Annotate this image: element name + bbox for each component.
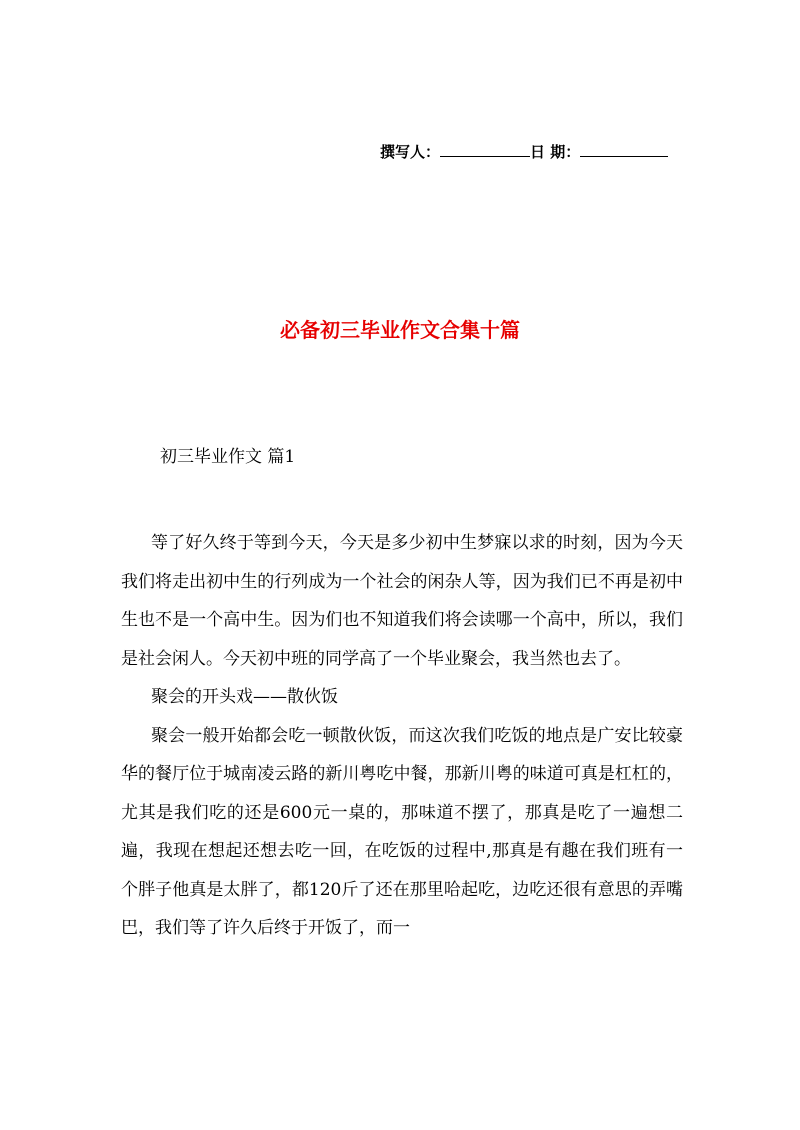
- paragraph: 等了好久终于等到今天，今天是多少初中生梦寐以求的时刻，因为今天我们将走出初中生的行列成为一个社会的闲杂人等，因为我们已不再是初中生也不是一个高中生。因为们也不知道我们将会读哪一个高中，所以，我们是社会闲人。今天初中班的同学高了一个毕业聚会，我当然也去了。: [121, 533, 683, 669]
- author-date-line: [380, 141, 690, 163]
- date-label: 日 期：: [530, 143, 581, 161]
- author-label: 撰写人：: [380, 143, 441, 161]
- date-blank: [580, 142, 668, 157]
- section-heading: 初三毕业作文 篇1: [160, 447, 296, 467]
- body-text: [121, 524, 683, 948]
- paragraph: 聚会的开头戏——散伙饭: [151, 687, 338, 707]
- author-blank: [440, 142, 530, 157]
- document-title: 必备初三毕业作文合集十篇: [280, 318, 520, 342]
- paragraph: 聚会一般开始都会吃一顿散伙饭，而这次我们吃饭的地点是广安比较豪华的餐厅位于城南凌云路的新川粤吃中餐，那新川粤的味道可真是杠杠的，尤其是我们吃的还是600元一桌的，那味道不摆了，那真是吃了一遍想二遍，我现在想起还想去吃一回，在吃饭的过程中,那真是有趣在我们班有一个胖子他真是太胖了，都120斤了还在那里哈起吃，边吃还很有意思的弄嘴巴，我们等了许久后终于开饭了，而一: [121, 725, 683, 938]
